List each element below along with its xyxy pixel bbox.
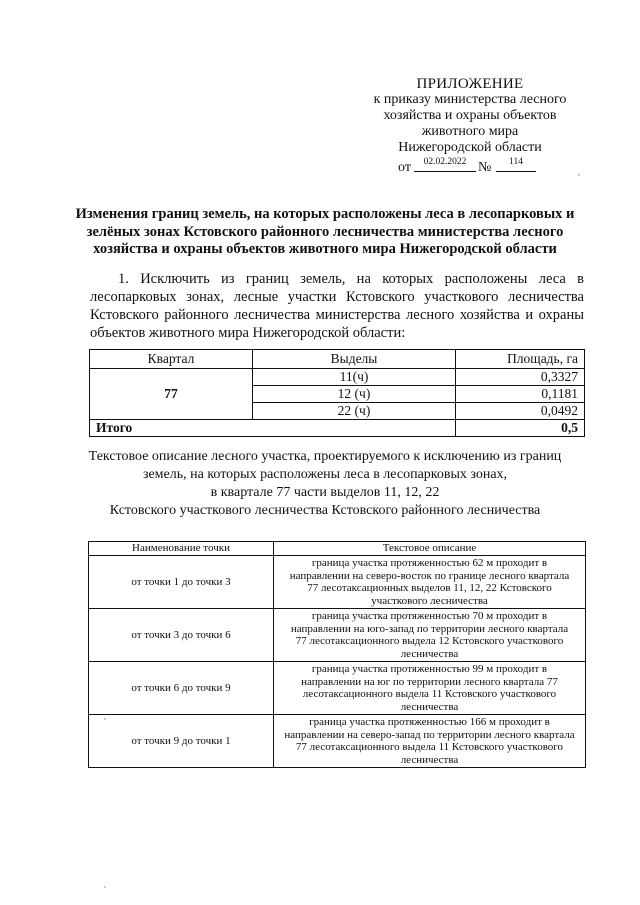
kvartal-cell: 77 (90, 369, 253, 420)
header-vydely: Выделы (253, 350, 456, 369)
point-cell: от точки 1 до точки 3 (89, 556, 274, 609)
appendix-line: к приказу министерства лесного (373, 92, 567, 107)
description-cell: граница участка протяженностью 166 м проходит в направлении на северо-запад по территории лесного квартала 77 лесотаксационного выдела 11 Кстовского участкового лесничества (274, 715, 586, 768)
from-label: от (398, 160, 411, 175)
description-line: в квартале 77 части выделов 11, 12, 22 (210, 485, 440, 500)
parcels-table (89, 349, 585, 437)
table-header-row (90, 350, 585, 369)
appendix-line: хозяйства и охраны объектов (383, 108, 557, 123)
description-line: Текстовое описание лесного участка, проектируемого к исключению из границ (88, 449, 562, 464)
header-kvartal: Квартал (90, 350, 253, 369)
order-date: 02.02.2022 (414, 157, 476, 172)
table-header-row (89, 542, 586, 556)
area-cell: 0,3327 (456, 369, 585, 386)
total-label: Итого (90, 420, 456, 437)
appendix-line: животного мира (421, 124, 519, 139)
document-title: Изменения границ земель, на которых расположены леса в лесопарковых и зелёных зонах Кстовского районного лесничества министерства лесного хозяйства и охраны объектов животного мира Нижегородской области (75, 206, 575, 257)
table-row (90, 369, 585, 386)
table-row (89, 556, 586, 609)
area-cell: 0,0492 (456, 403, 585, 420)
description-line: земель, на которых расположены леса в лесопарковых зонах, (142, 467, 508, 482)
table-row (89, 662, 586, 715)
header-area: Площадь, га (456, 350, 585, 369)
vydel-cell: 11(ч) (253, 369, 456, 386)
boundary-description-table (88, 541, 586, 768)
description-cell: граница участка протяженностью 70 м проходит в направлении на юго-запад по территории лесного квартала 77 лесотаксационного выдела 12 Кстовского участкового лесничества (274, 609, 586, 662)
table-row (89, 715, 586, 768)
vydel-cell: 22 (ч) (253, 403, 456, 420)
scan-speck: , (104, 712, 106, 721)
appendix-line: Нижегородской области (398, 140, 542, 155)
vydel-cell: 12 (ч) (253, 386, 456, 403)
appendix-heading: ПРИЛОЖЕНИЕ (416, 76, 524, 92)
description-cell: граница участка протяженностью 62 м проходит в направлении на северо-восток по границе лесного квартала 77 лесотаксационных выделов 11, 12, 22 Кстовского участкового лесничества (274, 556, 586, 609)
description-cell: граница участка протяженностью 99 м проходит в направлении на юг по территории лесного квартала 77 лесотаксационного выдела 11 Кстовского участкового лесничества (274, 662, 586, 715)
point-cell: от точки 6 до точки 9 (89, 662, 274, 715)
appendix-block (350, 76, 590, 177)
point-cell: от точки 9 до точки 1 (89, 715, 274, 768)
order-date-line (350, 157, 590, 177)
total-value: 0,5 (456, 420, 585, 437)
order-number: 114 (496, 157, 536, 172)
scan-speck: , (104, 880, 106, 889)
total-row (90, 420, 585, 437)
table-row (89, 609, 586, 662)
number-label: № (478, 160, 492, 175)
description-line: Кстовского участкового лесничества Кстовского районного лесничества (109, 503, 541, 518)
point-cell: от точки 3 до точки 6 (89, 609, 274, 662)
scan-speck: , (578, 168, 580, 177)
description-heading (70, 448, 580, 520)
header-point-name: Наименование точки (89, 542, 274, 556)
header-text-description: Текстовое описание (274, 542, 586, 556)
paragraph-1: 1. Исключить из границ земель, на которых расположены леса в лесопарковых зонах, лесные участки Кстовского участкового лесничества Кстовского районного лесничества министерства лесного хозяйства и охраны объектов животного мира Нижегородской области: (90, 271, 584, 341)
area-cell: 0,1181 (456, 386, 585, 403)
